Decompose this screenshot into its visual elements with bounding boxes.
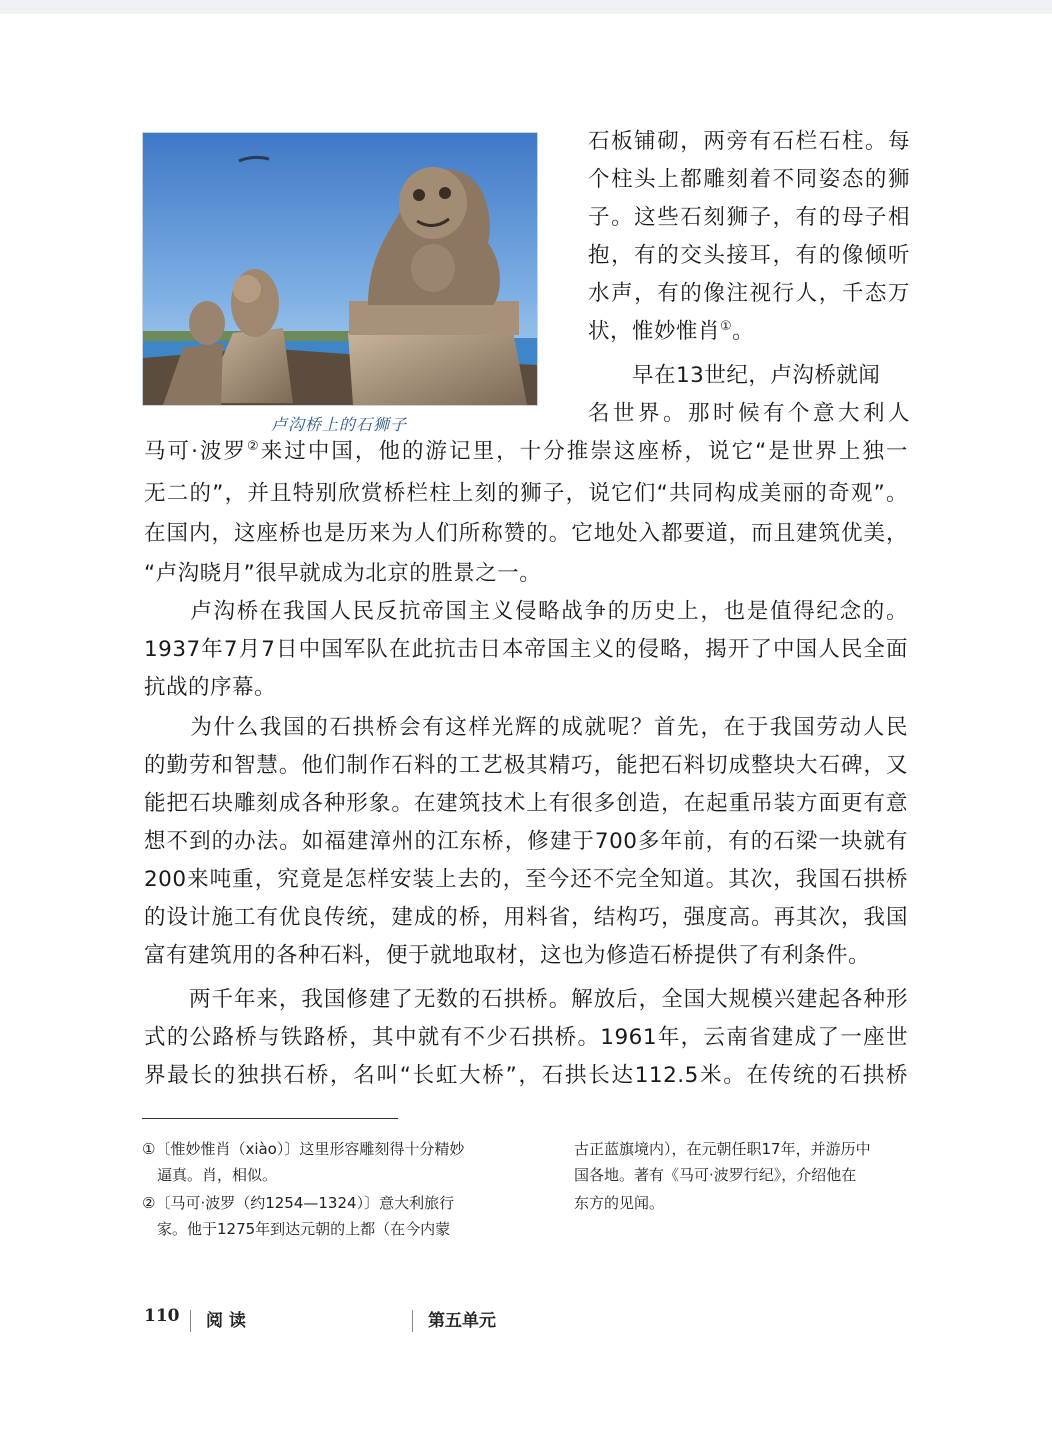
footnote-line: 逼真。肖，相似。 bbox=[142, 1166, 278, 1184]
footer-divider bbox=[412, 1310, 413, 1332]
footer-unit: 第五单元 bbox=[428, 1311, 496, 1331]
text-segment: 来过中国，他的游记里，十分推崇这座桥，说它“是世界上独一 bbox=[260, 439, 908, 464]
footnote-line: ②〔马可·波罗（约1254—1324）〕意大利旅行 bbox=[142, 1194, 455, 1212]
text-line: “卢沟晓月”很早就成为北京的胜景之一。 bbox=[144, 561, 542, 586]
text-line: 抗战的序幕。 bbox=[144, 675, 277, 700]
footnote-line: 古正蓝旗境内），在元朝任职17年，并游历中 bbox=[574, 1140, 871, 1158]
text-line: 无二的”，并且特别欣赏桥栏柱上刻的狮子，说它们“共同构成美丽的奇观”。 bbox=[144, 481, 908, 506]
text-line: 名世界。那时候有个意大利人 bbox=[588, 401, 910, 426]
text-line bbox=[144, 433, 908, 471]
text-line: 1937年7月7日中国军队在此抗击日本帝国主义的侵略，揭开了中国人民全面 bbox=[144, 637, 908, 662]
text-line bbox=[588, 313, 910, 351]
text-line: 卢沟桥在我国人民反抗帝国主义侵略战争的历史上，也是值得纪念的。 bbox=[144, 599, 908, 624]
footnote-line: 国各地。著有《马可·波罗行纪》，介绍他在 bbox=[574, 1166, 857, 1184]
text-line: 富有建筑用的各种石料，便于就地取材，这也为修造石桥提供了有利条件。 bbox=[144, 943, 871, 968]
figure-caption: 卢沟桥上的石狮子 bbox=[270, 415, 407, 434]
footer-section: 阅 读 bbox=[206, 1311, 246, 1331]
text-line: 石板铺砌，两旁有石栏石柱。每 bbox=[588, 129, 910, 154]
text-line: 式的公路桥与铁路桥，其中就有不少石拱桥。1961年，云南省建成了一座世 bbox=[144, 1025, 908, 1050]
text-line: 两千年来，我国修建了无数的石拱桥。解放后，全国大规模兴建起各种形 bbox=[144, 987, 908, 1012]
stone-lion-illustration bbox=[143, 133, 537, 405]
text-line: 的设计施工有优良传统，建成的桥，用料省，结构巧，强度高。再其次，我国 bbox=[144, 905, 908, 930]
text-line: 想不到的办法。如福建漳州的江东桥，修建于700多年前，有的石梁一块就有 bbox=[144, 829, 908, 854]
footnote-ref-1[interactable]: ① bbox=[720, 318, 733, 334]
footnote-line: 家。他于1275年到达元朝的上都（在今内蒙 bbox=[142, 1220, 451, 1238]
top-bar bbox=[0, 0, 1052, 14]
text-line: 界最长的独拱石桥，名叫“长虹大桥”，石拱长达112.5米。在传统的石拱桥 bbox=[144, 1063, 908, 1088]
footnote-divider bbox=[142, 1118, 398, 1119]
footnote-line: ①〔惟妙惟肖（xiào）〕这里形容雕刻得十分精妙 bbox=[142, 1140, 465, 1158]
text-line: 水声，有的像注视行人，千态万 bbox=[588, 281, 910, 306]
text-line: 的勤劳和智慧。他们制作石料的工艺极其精巧，能把石料切成整块大石碑，又 bbox=[144, 753, 908, 778]
text-line: 早在13世纪，卢沟桥就闻 bbox=[588, 363, 881, 388]
text-segment: 。 bbox=[732, 319, 755, 344]
text-line: 个柱头上都雕刻着不同姿态的狮 bbox=[588, 167, 910, 192]
text-line: 抱，有的交头接耳，有的像倾听 bbox=[588, 243, 910, 268]
text-line: 为什么我国的石拱桥会有这样光辉的成就呢？首先，在于我国劳动人民 bbox=[144, 715, 908, 740]
text-line: 能把石块雕刻成各种形象。在建筑技术上有很多创造，在起重吊装方面更有意 bbox=[144, 791, 908, 816]
footnote-ref-2[interactable]: ② bbox=[247, 438, 261, 454]
text-line: 200来吨重，究竟是怎样安装上去的，至今还不完全知道。其次，我国石拱桥 bbox=[144, 867, 908, 892]
stone-lion-photo bbox=[142, 132, 538, 406]
text-line: 在国内，这座桥也是历来为人们所称赞的。它地处入都要道，而且建筑优美， bbox=[144, 521, 908, 546]
footer-divider bbox=[190, 1310, 191, 1332]
footnote-line: 东方的见闻。 bbox=[574, 1194, 665, 1212]
text-segment: 状，惟妙惟肖 bbox=[588, 319, 721, 344]
text-segment: 马可·波罗 bbox=[144, 439, 248, 464]
text-line: 子。这些石刻狮子，有的母子相 bbox=[588, 205, 910, 230]
page-number: 110 bbox=[144, 1306, 180, 1326]
